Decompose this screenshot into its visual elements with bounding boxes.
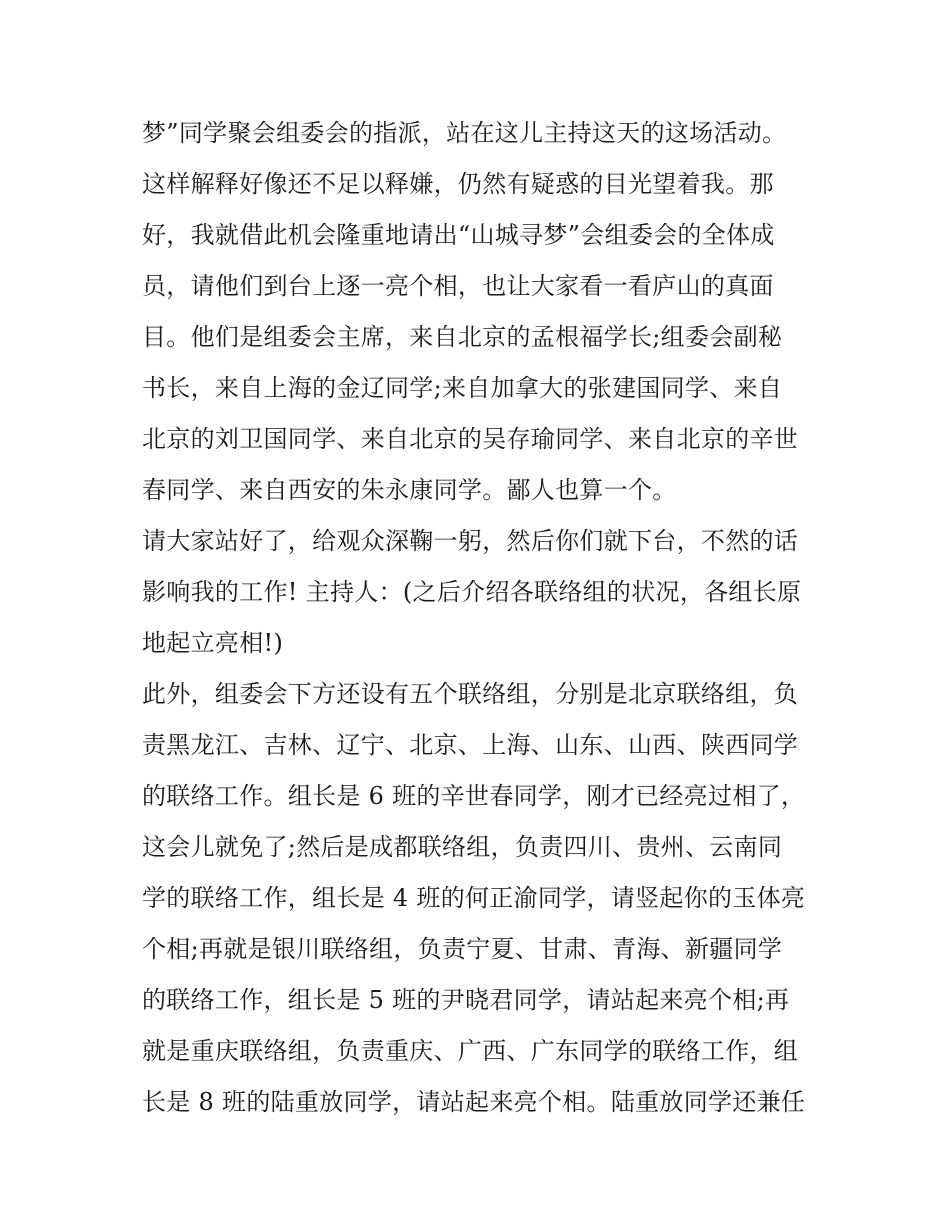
text-line: 个相;再就是银川联络组，负责宁夏、甘肃、青海、新疆同学: [142, 935, 783, 963]
text-line: 员，请他们到台上逐一亮个相，也让大家看一看庐山的真面: [142, 272, 774, 300]
text-line: 这会儿就免了;然后是成都联络组，负责四川、贵州、云南同: [142, 833, 783, 861]
text-line: 的联络工作。组长是 6 班的辛世春同学，刚才已经亮过相了，: [142, 782, 806, 810]
text-line: 就是重庆联络组，负责重庆、广西、广东同学的联络工作，组: [142, 1037, 799, 1065]
text-line: 梦”同学聚会组委会的指派，站在这儿主持这天的这场活动。: [142, 119, 787, 147]
text-line: 目。他们是组委会主席，来自北京的孟根福学长;组委会副秘: [142, 323, 783, 351]
text-line: 北京的刘卫国同学、来自北京的吴存瑜同学、来自北京的辛世: [142, 425, 799, 453]
text-line: 学的联络工作，组长是 4 班的何正渝同学，请竖起你的玉体亮: [142, 884, 806, 912]
text-line: 好，我就借此机会隆重地请出“山城寻梦”会组委会的全体成: [142, 221, 775, 249]
document-body: [142, 108, 822, 1128]
text-line: 请大家站好了，给观众深鞠一躬，然后你们就下台，不然的话: [142, 527, 799, 555]
text-line: 责黑龙江、吉林、辽宁、北京、上海、山东、山西、陕西同学: [142, 731, 799, 759]
text-line: 这样解释好像还不足以释嫌，仍然有疑惑的目光望着我。那: [142, 170, 774, 198]
text-line: 此外，组委会下方还设有五个联络组，分别是北京联络组，负: [142, 680, 799, 708]
text-line: 影响我的工作! 主持人：(之后介绍各联络组的状况，各组长原: [142, 578, 802, 606]
text-line: 长是 8 班的陆重放同学，请站起来亮个相。陆重放同学还兼任: [142, 1088, 806, 1116]
text-line: 的联络工作，组长是 5 班的尹晓君同学，请站起来亮个相;再: [142, 986, 790, 1014]
text-line: 春同学、来自西安的朱永康同学。鄙人也算一个。: [142, 476, 677, 504]
text-line: 书长，来自上海的金辽同学;来自加拿大的张建国同学、来自: [142, 374, 783, 402]
text-line: 地起立亮相!): [142, 629, 284, 657]
